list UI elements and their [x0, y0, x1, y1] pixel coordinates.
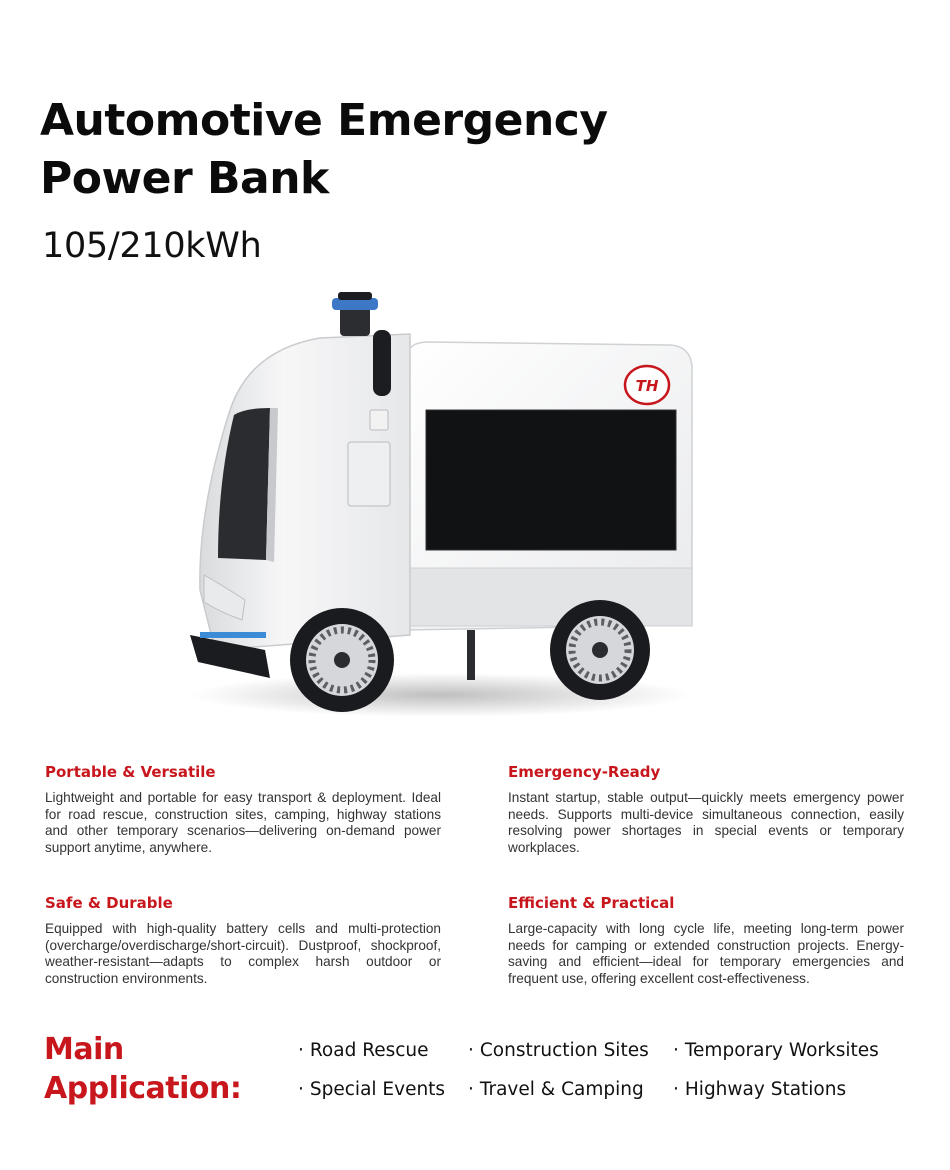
feature-heading: Portable & Versatile: [45, 763, 216, 781]
application-item-label: Road Rescue: [309, 1040, 429, 1061]
page-title: [40, 92, 608, 208]
main-application-label: [44, 1030, 241, 1108]
front-wheel: [290, 608, 394, 712]
th-logo: [625, 366, 669, 404]
feature-safe-durable: [45, 894, 441, 987]
feature-portable-versatile: [45, 763, 441, 856]
bullet-dot: ·: [468, 1079, 474, 1100]
feature-heading: Safe & Durable: [45, 894, 173, 912]
feature-description: Instant startup, stable output—quickly meets emergency power needs. Supports multi-device simultaneous connection, easily resolving power shortages in special events or temporary workplaces.: [508, 790, 904, 855]
rear-wheel: [550, 600, 650, 700]
application-item: [298, 1079, 445, 1100]
feature-description: Lightweight and portable for easy transport & deployment. Ideal for road rescue, construction sites, camping, highway stations and other temporary scenarios—delivering on-demand power support anytime, anywhere.: [45, 790, 441, 855]
capacity-subtitle: 105/210kWh: [42, 226, 262, 266]
feature-heading: Efficient & Practical: [508, 894, 675, 912]
feature-description: Equipped with high-quality battery cells and multi-protection (overcharge/overdischarge/short-circuit). Dustproof, shockproof, weather-resistant—adapts to complex harsh outdoor or construction environments.: [45, 921, 441, 986]
bullet-dot: ·: [298, 1040, 304, 1061]
application-item-label: Temporary Worksites: [684, 1040, 879, 1061]
product-image: [170, 290, 710, 730]
svg-text:TH: TH: [635, 377, 659, 395]
application-item-label: Travel & Camping: [479, 1079, 644, 1100]
title-line-1: Automotive Emergency: [40, 95, 608, 146]
application-item: [298, 1040, 429, 1061]
bullet-dot: ·: [468, 1040, 474, 1061]
feature-emergency-ready: [508, 763, 904, 856]
bullet-dot: ·: [298, 1079, 304, 1100]
application-item-label: Construction Sites: [479, 1040, 649, 1061]
power-bank-vehicle-illustration: [170, 290, 710, 730]
feature-heading: Emergency-Ready: [508, 763, 661, 781]
feature-description: Large-capacity with long cycle life, meeting long-term power needs for camping or extended construction projects. Energy-saving and efficient—ideal for temporary emergencies and frequent use, offering excellent cost-effectiveness.: [508, 921, 904, 986]
bullet-dot: ·: [673, 1079, 679, 1100]
application-item: [468, 1079, 644, 1100]
application-item: [673, 1040, 879, 1061]
main-application-label-line-1: Main: [44, 1032, 124, 1067]
application-item-label: Special Events: [309, 1079, 446, 1100]
application-item: [468, 1040, 649, 1061]
feature-efficient-practical: [508, 894, 904, 987]
title-line-2: Power Bank: [40, 153, 329, 204]
main-application-label-line-2: Application:: [44, 1071, 242, 1106]
application-item-label: Highway Stations: [684, 1079, 847, 1100]
application-item: [673, 1079, 846, 1100]
bullet-dot: ·: [673, 1040, 679, 1061]
